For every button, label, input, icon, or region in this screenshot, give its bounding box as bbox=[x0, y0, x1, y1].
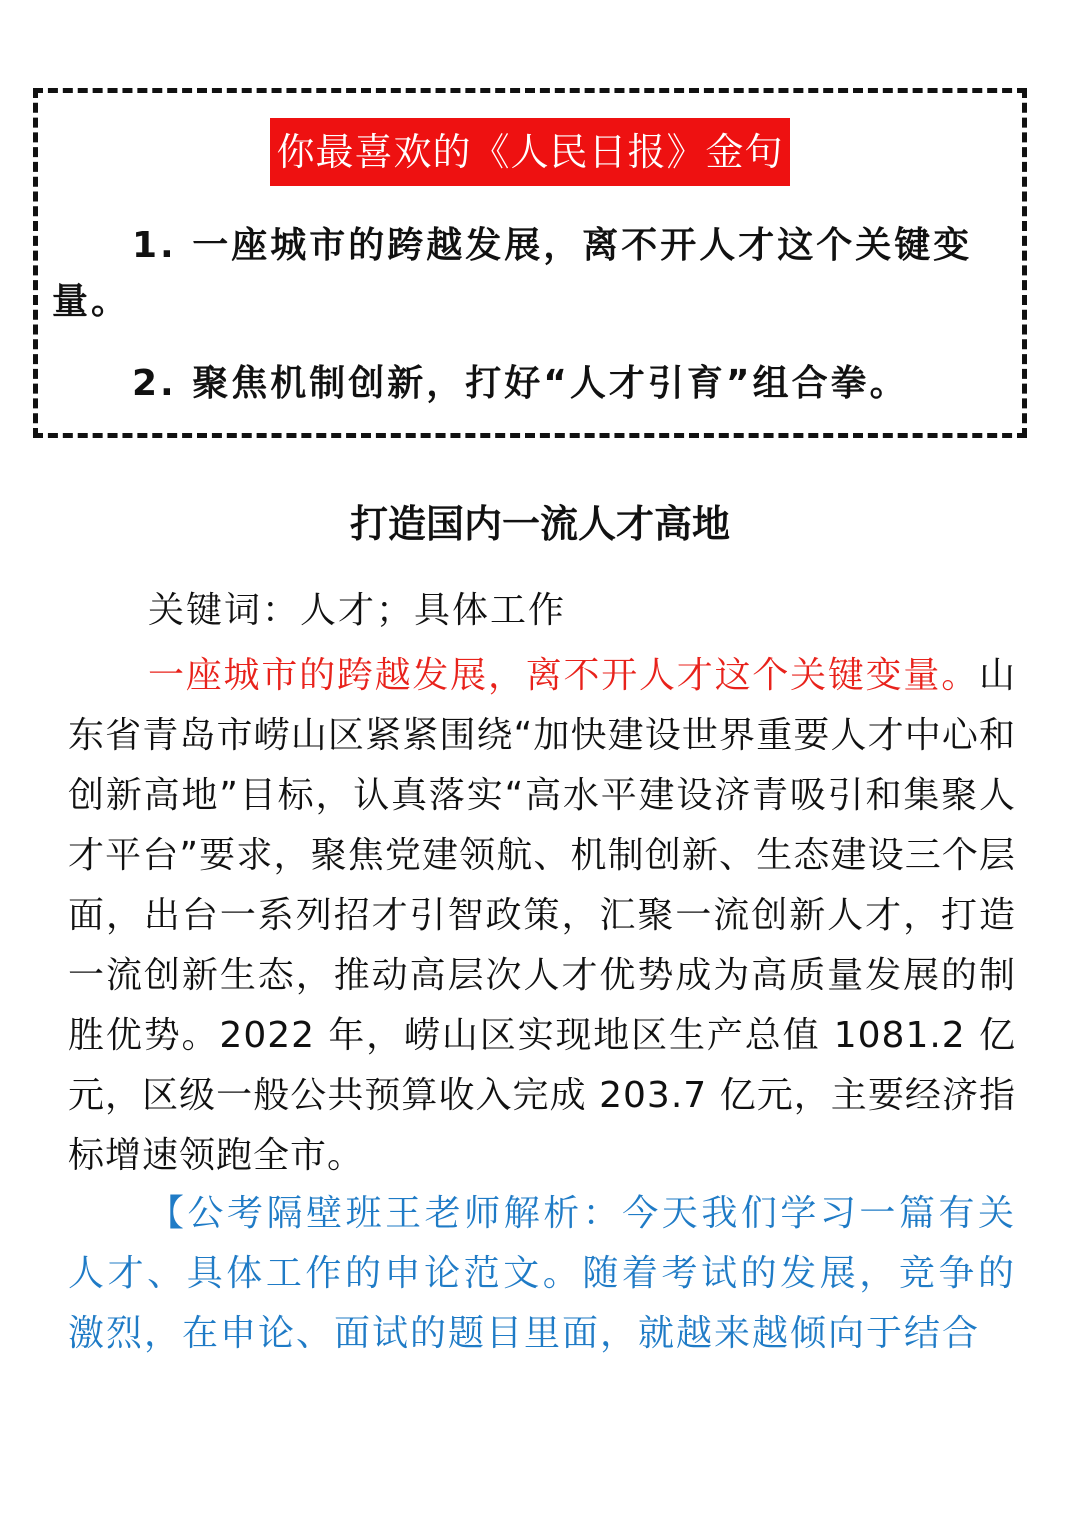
article-paragraph bbox=[68, 646, 1016, 1186]
quote-box-title: 你最喜欢的《人民日报》金句 bbox=[270, 118, 790, 186]
lead-sentence: 一座城市的跨越发展，离不开人才这个关键变量。 bbox=[148, 655, 979, 696]
teacher-analysis: 【公考隔壁班王老师解析：今天我们学习一篇有关人才、具体工作的申论范文。随着考试的发展，竞争的激烈，在申论、面试的题目里面，就越来越倾向于结合 bbox=[68, 1193, 1016, 1354]
quote-item-2: 2. 聚焦机制创新，打好“人才引育”组合拳。 bbox=[132, 363, 909, 404]
quote-item-1: 1. 一座城市的跨越发展，离不开人才这个关键变量。 bbox=[52, 225, 973, 322]
article-keywords: 关键词：人才；具体工作 bbox=[148, 590, 567, 631]
article-body-text: 山东省青岛市崂山区紧紧围绕“加快建设世界重要人才中心和创新高地”目标，认真落实“高水平建设济青吸引和集聚人才平台”要求，聚焦党建领航、机制创新、生态建设三个层面，出台一系列招才引智政策，汇聚一流创新人才，打造一流创新生态，推动高层次人才优势成为高质量发展的制胜优势。2022 年，崂山区实现地区生产总值 1081.2 亿元，区级一般公共预算收入完成 203.7 亿元，主要经济指标增速领跑全市。 bbox=[68, 655, 1016, 1176]
article-title: 打造国内一流人才高地 bbox=[349, 501, 730, 546]
